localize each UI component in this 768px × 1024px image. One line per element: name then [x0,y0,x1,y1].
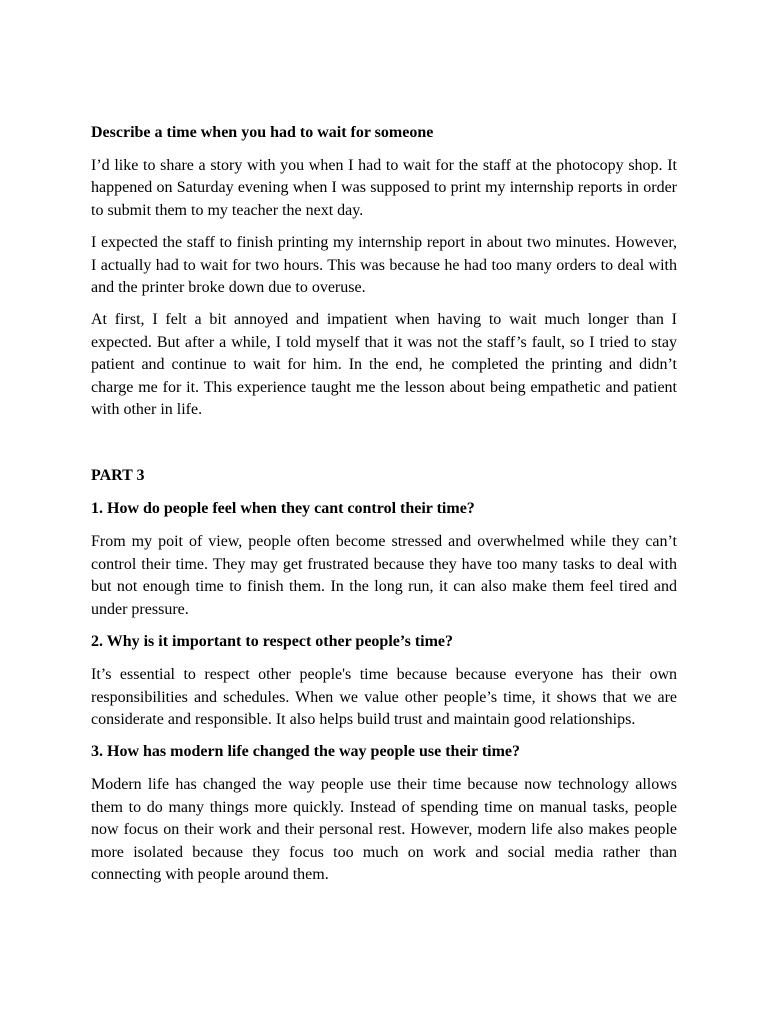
document-page [91,122,677,896]
answer-1: From my poit of view, people often become stressed and overwhelmed while they can’t control their time. They may get frustrated because they have too many tasks to deal with but not enough time to finish them. In the long run, it can also make them feel tired and under pressure. [91,533,677,618]
cue-card-title: Describe a time when you had to wait for someone [91,124,434,141]
question-3: 3. How has modern life changed the way people use their time? [91,743,521,761]
answer-2: It’s essential to respect other people's time because because everyone has their own responsibilities and schedules. When we value other people’s time, it shows that we are considerate and responsible. It also helps build trust and maintain good relationships. [91,666,677,728]
part-3-title: PART 3 [91,467,145,485]
answer-3: Modern life has changed the way people use their time because now technology allows them to do many things more quickly. Instead of spending time on manual tasks, people now focus on their work and their personal rest. However, modern life also makes people more isolated because they focus too much on work and social media rather than connecting with people around them. [91,776,677,883]
question-2: 2. Why is it important to respect other people’s time? [91,633,454,651]
story-paragraph: At first, I felt a bit annoyed and impatient when having to wait much longer than I expected. But after a while, I told myself that it was not the staff’s fault, so I tried to stay patient and continue to wait for him. In the end, he completed the printing and didn’t charge me for it. This experience taught me the lesson about being empathetic and patient with other in life. [91,311,677,419]
question-1: 1. How do people feel when they cant control their time? [91,500,475,518]
story-paragraph: I’d like to share a story with you when I had to wait for the staff at the photocopy shop. It happened on Saturday evening when I was supposed to print my internship reports in order to submit them to my teacher the next day. [91,157,677,219]
story-paragraph: I expected the staff to finish printing my internship report in about two minutes. However, I actually had to wait for two hours. This was because he had too many orders to deal with and the printer broke down due to overuse. [91,234,677,297]
